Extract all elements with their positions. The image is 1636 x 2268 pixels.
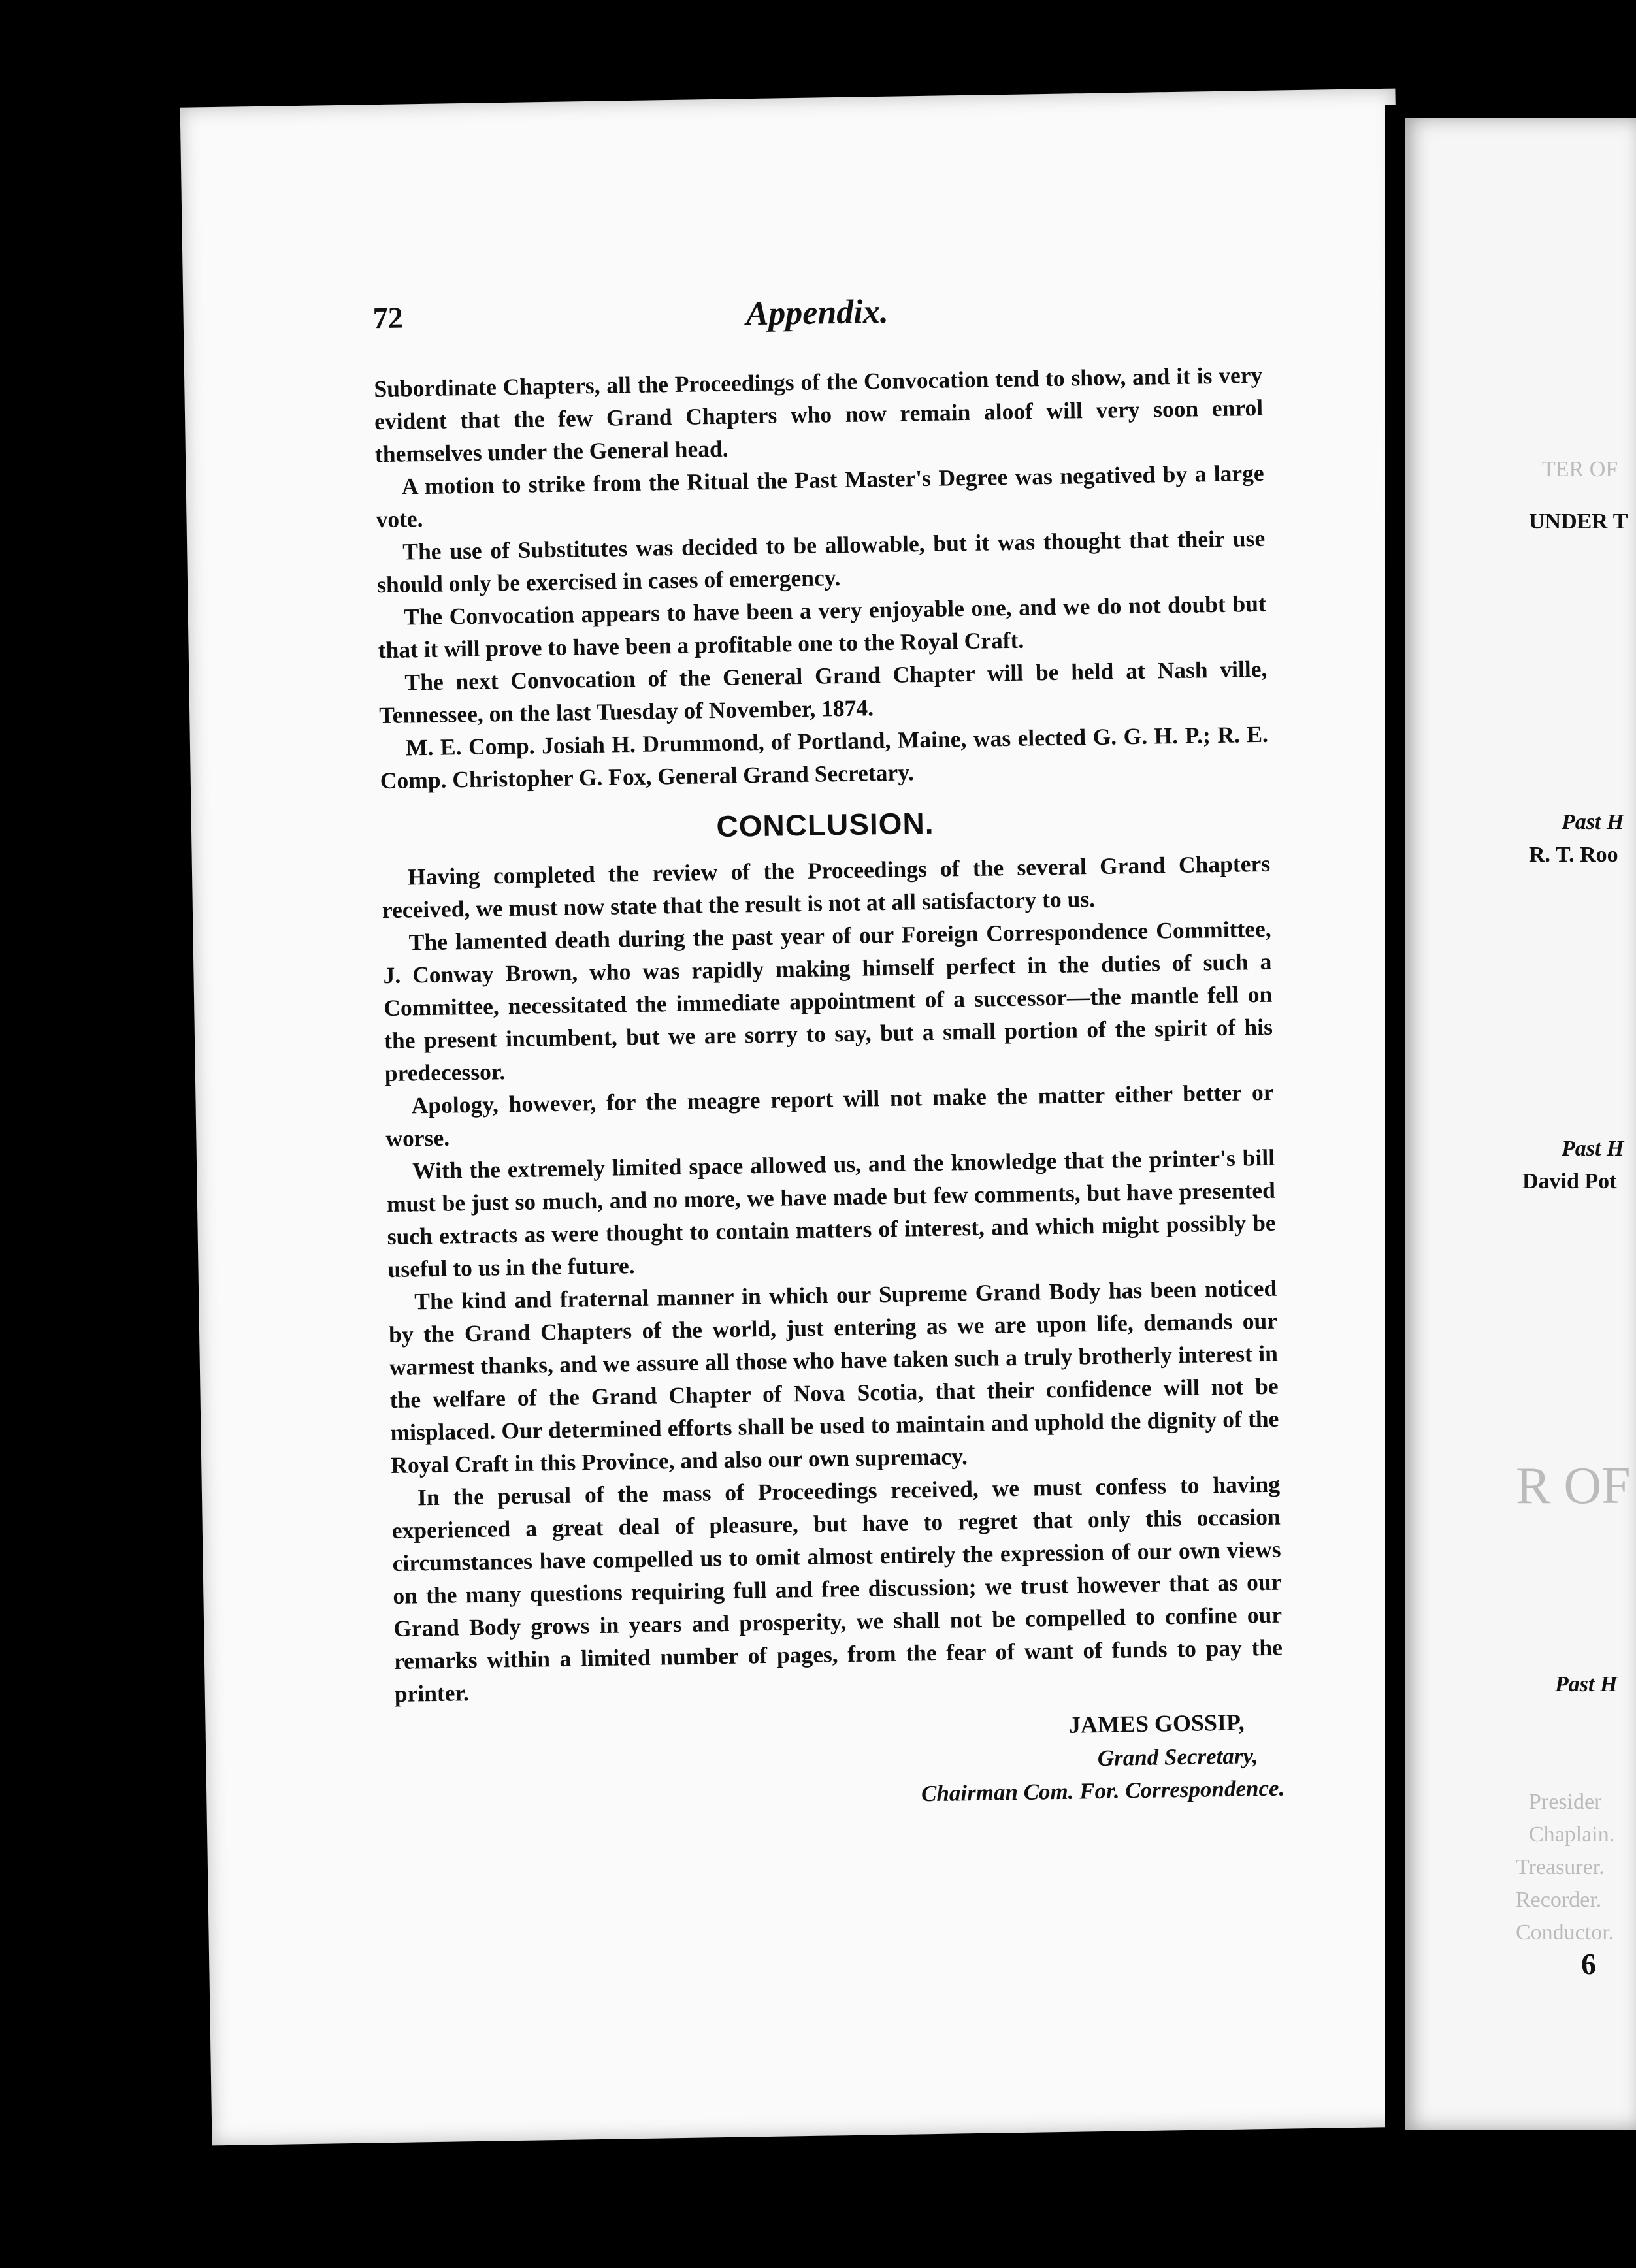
paragraph: The next Convocation of the General Grand Chapter will be held at Nash ville, Tennessee, on the last Tuesday of November, 1874.: [378, 655, 1268, 729]
running-head: Appendix.: [745, 293, 889, 333]
right-page-fragment: Treasurer.: [1516, 1855, 1605, 1879]
signatory-title: Grand Secretary,: [1097, 1743, 1258, 1772]
paragraph: The use of Substitutes was decided to be allowable, but it was thought that their use should only be exercised in cases of emergency.: [376, 525, 1266, 598]
right-page-fragment: UNDER T: [1529, 510, 1628, 534]
paragraph: In the perusal of the mass of Proceedings received, we must confess to having experienced a great deal of pleasure, but have to regret that only this occasion circumstances have compelled us to omit almost entirely the expression of our own views on the many questions requiring full and free discussion; we trust however that as our Grand Body grows in years and prosperity, we shall not be compelled to confine our remarks within a limited number of pages, from the fear of want of funds to pay the printer.: [391, 1470, 1283, 1707]
right-page-fragment: Past H: [1562, 810, 1624, 834]
signatory-committee: Chairman Com. For. Correspondence.: [921, 1775, 1285, 1807]
page-number: 72: [372, 300, 404, 335]
right-page-fragment: Presider: [1529, 1790, 1602, 1814]
right-page-fragment: Chaplain.: [1529, 1822, 1615, 1847]
signatory-name: JAMES GOSSIP,: [1068, 1709, 1245, 1738]
right-page-fragment: TER OF: [1542, 457, 1618, 481]
right-page-fragment: Past H: [1562, 1137, 1624, 1161]
paragraph: M. E. Comp. Josiah H. Drummond, of Portland, Maine, was elected G. G. H. P.; R. E. Comp. Christopher G. Fox, General Grand Secretary.: [380, 721, 1269, 794]
right-page: [1405, 118, 1636, 2130]
book-gutter: [1385, 105, 1405, 2143]
paragraph: A motion to strike from the Ritual the Past Master's Degree was negatived by a large vote.: [376, 459, 1264, 533]
paragraph: With the extremely limited space allowed us, and the knowledge that the printer's bill must be just so much, and no more, we have made but few comments, but have presented such extracts as were thought to contain matters of interest, and which might possibly be useful to us in the future.: [386, 1144, 1276, 1283]
page-content: [372, 287, 1284, 1819]
paragraph: Subordinate Chapters, all the Proceedings of the Convocation tend to show, and it is very evident that the few Grand Chapters who now remain aloof will very soon enrol themselves under the General head.: [374, 361, 1264, 468]
paragraph: The lamented death during the past year of our Foreign Correspondence Committee, J. Conway Brown, who was rapidly making himself perfect in the duties of such a Committee, necessitated the immediate appointment of a successor—the mantle fell on the present incumbent, but we are sorry to say, but a small portion of the spirit of his predecessor.: [383, 915, 1273, 1087]
right-page-fragment: Past H: [1555, 1672, 1618, 1696]
left-page: [180, 89, 1428, 2146]
signature-block: [395, 1704, 1284, 1819]
page-header: [372, 287, 1262, 359]
right-page-fragment: Recorder.: [1516, 1888, 1602, 1912]
section-heading: CONCLUSION.: [716, 805, 934, 844]
paragraph: The Convocation appears to have been a very enjoyable one, and we do not doubt but that it will prove to have been a profitable one to the Royal Craft.: [378, 590, 1267, 664]
right-page-fragment: Conductor.: [1516, 1920, 1614, 1945]
paragraph: The kind and fraternal manner in which our Supreme Grand Body has been noticed by the Grand Chapters of the world, just entering as we are upon life, demands our warmest thanks, and we assure all those who have taken such a truly brotherly interest in the welfare of the Grand Chapter of Nova Scotia, that their confidence will not be misplaced. Our determined efforts shall be used to maintain and uphold the dignity of the Royal Craft in this Province, and also our own supremacy.: [388, 1274, 1279, 1478]
right-page-fragment: R. T. Roo: [1529, 843, 1618, 867]
right-page-number: 6: [1581, 1947, 1596, 1981]
right-page-fragment: David Pot: [1522, 1169, 1617, 1193]
paragraph: Having completed the review of the Proceedings of the several Grand Chapters received, we must now state that the result is not at all satisfactory to us.: [382, 850, 1271, 924]
right-page-fragment: R OF: [1516, 1457, 1631, 1515]
paragraph: Apology, however, for the meagre report will not make the matter either better or worse.: [385, 1078, 1274, 1152]
